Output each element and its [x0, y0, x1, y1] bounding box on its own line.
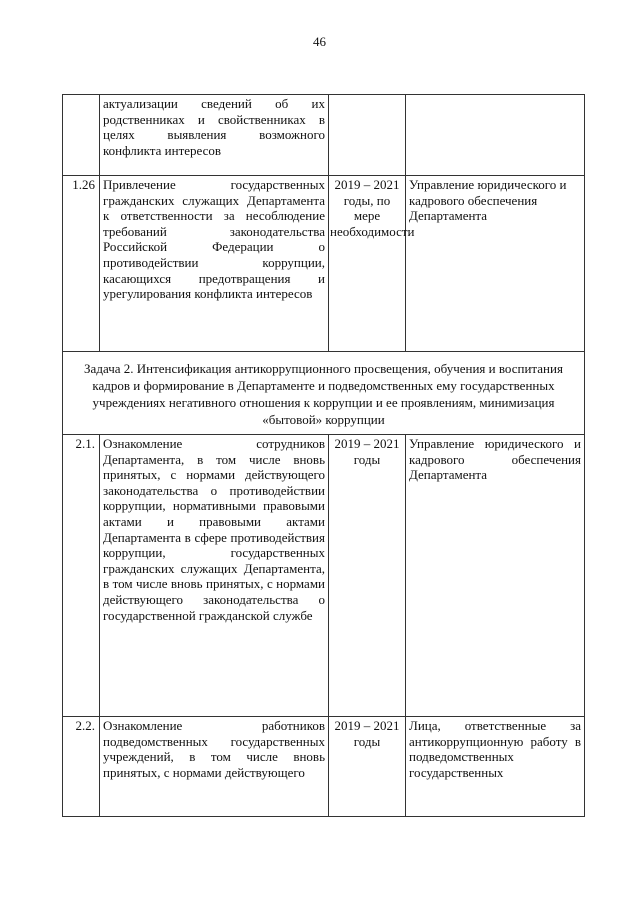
activity-cell: Привлечение государственных гражданских служащих Департамента к ответственности за несоблюдение требований законодательства Российской Федерации о противодействии коррупции, касающихся предотвращения и урегулирования конфликта интересов	[100, 176, 329, 352]
task-2-heading: Задача 2. Интенсификация антикоррупционного просвещения, обучения и воспитания кадров и формирование в Департаменте и подведомственных ему государственных учреждениях негативного отношения к коррупции и ее проявлениям, минимизация «бытовой» коррупции	[63, 352, 585, 435]
activity-cell: актуализации сведений об их родственниках и свойственниках в целях выявления возможного конфликта интересов	[100, 95, 329, 176]
row-number	[63, 95, 100, 176]
responsible-cell: Управление юридического и кадрового обеспечения Департамента	[406, 176, 585, 352]
activity-cell: Ознакомление сотрудников Департамента, в том числе вновь принятых, с нормами действующего законодательства о противодействии коррупции, нормативными правовыми актами и правовыми актами Департамента в сфере противодействия коррупции, государственных гражданских служащих Департамента, в том числе вновь принятых, с нормами действующего законодательства о государственной гражданской службе	[100, 435, 329, 717]
row-number: 2.1.	[63, 435, 100, 717]
table-row	[63, 176, 585, 352]
term-cell: 2019 – 2021 годы	[329, 435, 406, 717]
table-row	[63, 95, 585, 176]
table-row	[63, 717, 585, 817]
responsible-cell: Управление юридического и кадрового обеспечения Департамента	[406, 435, 585, 717]
responsible-cell: Лица, ответственные за антикоррупционную работу в подведомственных государственных	[406, 717, 585, 817]
responsible-cell	[406, 95, 585, 176]
anticorruption-plan-table	[62, 94, 585, 817]
table-row	[63, 435, 585, 717]
activity-cell: Ознакомление работников подведомственных государственных учреждений, в том числе вновь принятых, с нормами действующего	[100, 717, 329, 817]
term-cell	[329, 95, 406, 176]
row-number: 2.2.	[63, 717, 100, 817]
task-heading-row	[63, 352, 585, 435]
page-number: 46	[313, 34, 326, 49]
term-cell: 2019 – 2021 годы	[329, 717, 406, 817]
term-cell: 2019 – 2021 годы, по мере необходимости	[329, 176, 406, 352]
row-number: 1.26	[63, 176, 100, 352]
